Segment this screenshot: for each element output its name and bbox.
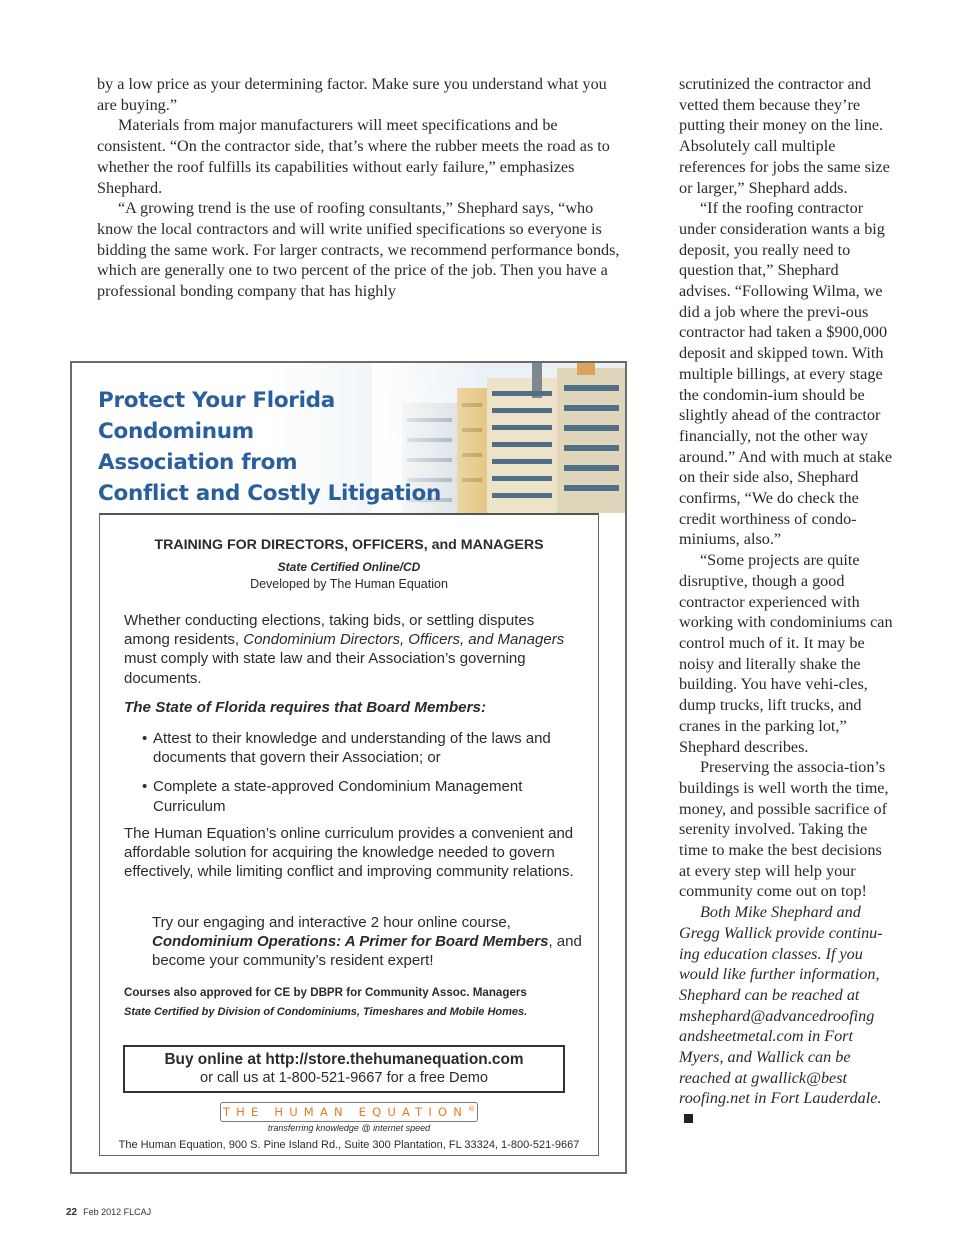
requirement-item: • Attest to their knowledge and understanding of the laws and documents that govern their Association; or — [142, 729, 582, 767]
author-bio-text: Both Mike Shephard and Gregg Wallick provide continu-ing education classes. If you would like further information, Shephard can be reached at mshephard@advancedroofing andsheetmetal.com in Fort Myers, and Wallick can be reached at gwallick@best roofing.net in Fort Lauderdale. — [679, 903, 883, 1108]
certified-label: State Certified Online/CD — [277, 560, 421, 574]
right-paragraph-1: scrutinized the contractor and vetted them because they’re putting their money on the line. Absolutely call multiple references for jobs the same size or larger,” Shephard adds. — [679, 75, 890, 197]
author-bio — [679, 902, 894, 1130]
ad-intro — [124, 611, 584, 688]
ad-headline-line-1: Protect Your Florida Condominum — [98, 388, 335, 444]
ad-headline-line-3: Conflict and Costly Litigation — [98, 481, 441, 506]
right-paragraph-3: “Some projects are quite disruptive, though a good contractor experienced with working with condominiums can control much of it. It may be noisy and literally shake the building. You have vehi-cles, dump trucks, lift trucks, and cranes in the parking lot,” Shephard describes. — [679, 551, 893, 756]
ad-headline — [98, 385, 478, 509]
left-paragraph-3: “A growing trend is the use of roofing consultants,” Shephard says, “who know the local contractors and will write unified specifications so everyone is bidding the same work. For larger contracts, we recommend performance bonds, which are generally one to two percent of the price of the job. Then you have a professional bonding company that has highly — [97, 199, 620, 301]
right-paragraph-2: “If the roofing contractor under consideration wants a big deposit, you really need to question that,” Shephard advises. “Following Wilma, we did a job where the previ-ous contractor had taken a $900,000 deposit and skipped town. With multiple billings, at every stage the condomin-ium should be slightly ahead of the contractor financially, not the other way around.” And with much at stake on their side also, Shephard confirms, “We do check the credit worthiness of condo-miniums, also.” — [679, 199, 893, 549]
logo-text — [221, 1105, 477, 1119]
left-paragraph-1: by a low price as your determining factor. Make sure you understand what you are buying.” — [97, 75, 607, 114]
left-paragraph-2: Materials from major manufacturers will meet specifications and be consistent. “On the contractor side, that’s where the rubber meets the road as to whether the roof fulfills its capabilities without early failure,” emphasizes Shephard. — [97, 116, 610, 197]
logo-wordmark: THE HUMAN EQUATION — [222, 1105, 469, 1119]
issue-label: Feb 2012 FLCAJ — [83, 1207, 152, 1217]
end-of-article-mark — [684, 1114, 693, 1123]
left-column — [97, 74, 627, 302]
ad-headline-line-2: Association from — [98, 450, 298, 475]
ad-intro-start: Whether conducting elections, taking bids, or settling disputes among residents, — [124, 612, 535, 649]
ce-approval: Courses also approved for CE by DBPR for Community Assoc. Managers — [124, 986, 527, 999]
human-equation-logo — [220, 1102, 478, 1122]
right-column — [679, 74, 894, 1130]
ad-content-box — [99, 513, 599, 1156]
human-equation-advertisement[interactable] — [70, 361, 627, 1174]
ad-intro-roles: Condominium Directors, Officers, and Managers — [243, 631, 565, 649]
company-address: The Human Equation, 900 S. Pine Island Rd., Suite 300 Plantation, FL 33324, 1-800-521-9667 — [118, 1139, 580, 1151]
page-footer — [66, 1207, 151, 1218]
course-promo-end: , and become your community’s resident expert! — [152, 933, 582, 970]
course-title: Condominium Operations: A Primer for Board Members — [152, 933, 549, 951]
right-paragraph-4: Preserving the associa-tion’s buildings is well worth the time, money, and possible sacrifice of serenity involved. Taking the time to make the best decisions at every step will help your community come out on top! — [679, 758, 889, 901]
ad-header — [72, 363, 625, 513]
online-curriculum-text: The Human Equation’s online curriculum provides a convenient and affordable solution for acquiring the knowledge needed to govern effectively, while limiting conflict and improving community relations. — [124, 825, 574, 881]
state-certification: State Certified by Division of Condominiums, Timeshares and Mobile Homes. — [124, 1006, 528, 1018]
requirements-heading: The State of Florida requires that Board Members: — [124, 699, 487, 716]
training-title: TRAINING FOR DIRECTORS, OFFICERS, and MANAGERS — [154, 537, 544, 553]
page-number: 22 — [66, 1207, 78, 1218]
ad-intro-end: must comply with state law and their Association’s governing documents. — [124, 650, 526, 687]
requirements-list — [142, 729, 582, 826]
demo-phone: or call us at 1-800-521-9667 for a free Demo — [200, 1070, 488, 1086]
store-link[interactable]: Buy online at http://store.thehumanequation.com — [164, 1051, 524, 1068]
developed-by: Developed by The Human Equation — [250, 577, 448, 591]
course-promo-start: Try our engaging and interactive 2 hour online course, — [152, 914, 511, 931]
logo-tagline: transferring knowledge @ internet speed — [267, 1123, 431, 1133]
requirement-item: • Complete a state-approved Condominium Management Curriculum — [142, 777, 582, 815]
course-promo — [152, 913, 592, 971]
registered-mark: ® — [468, 1105, 476, 1114]
buy-online-box[interactable] — [123, 1045, 565, 1093]
